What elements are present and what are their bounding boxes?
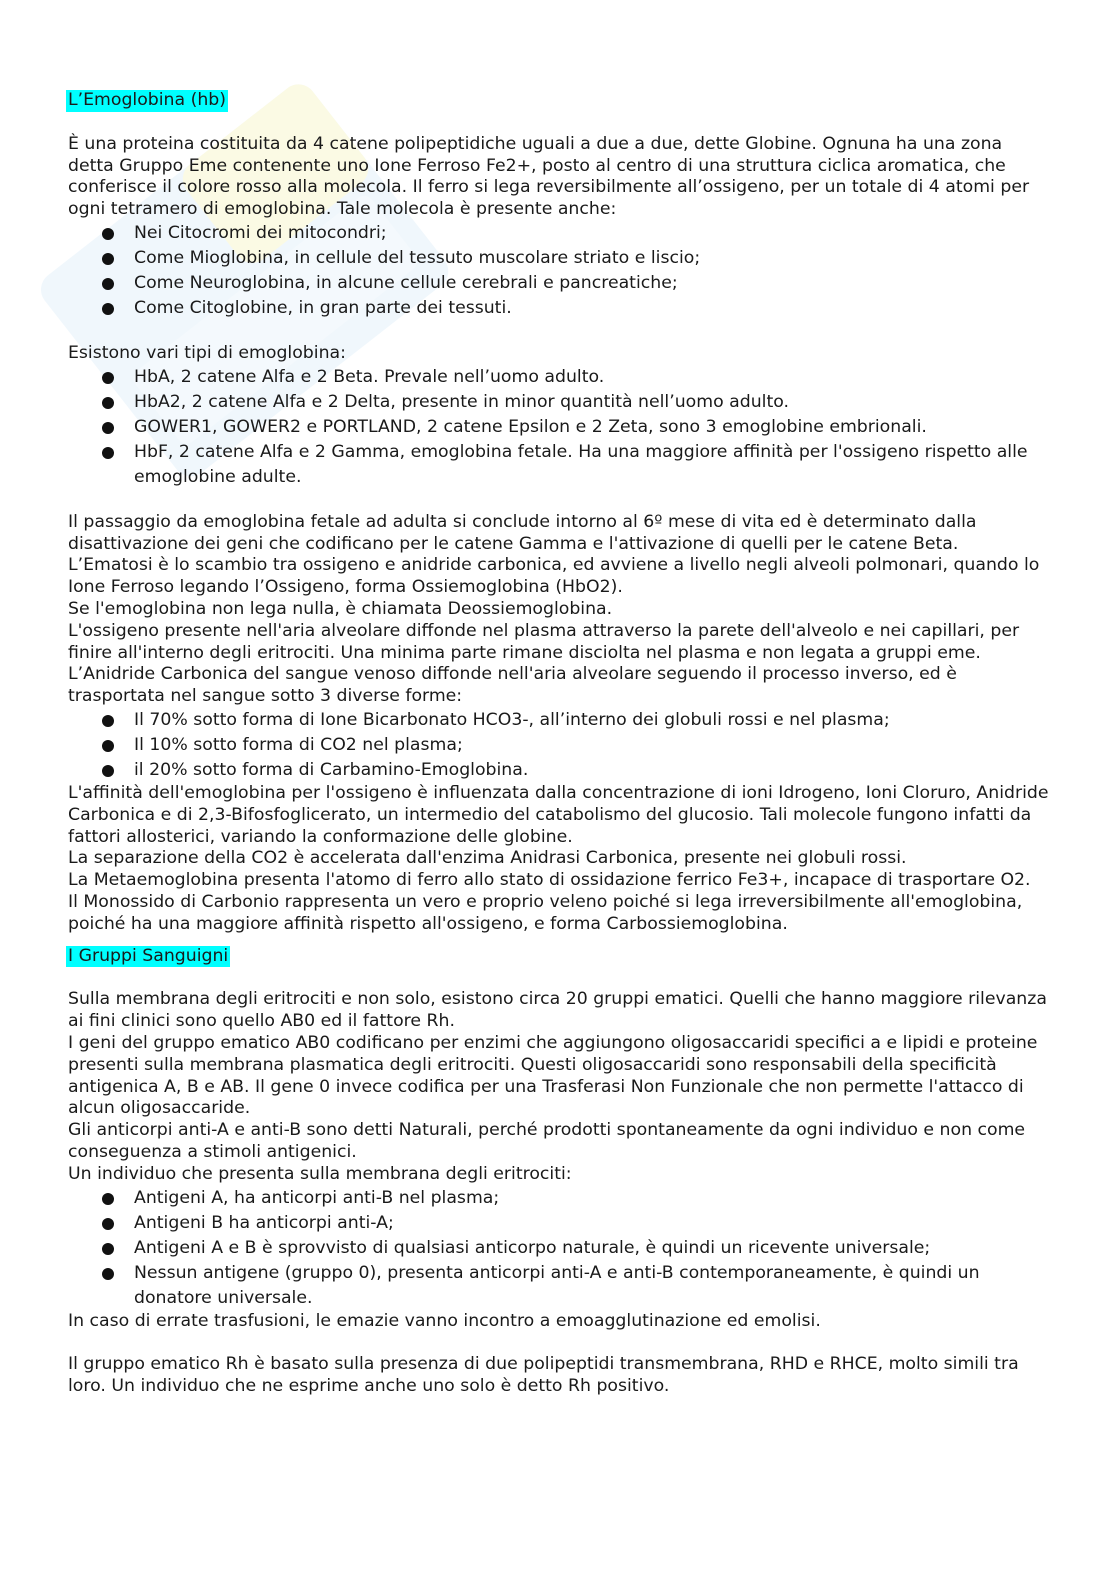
list-item: HbA, 2 catene Alfa e 2 Beta. Prevale nell’uomo adulto. [68,365,1053,390]
bullet-icon [102,1243,114,1255]
antigen-list [68,1186,1053,1311]
paragraph-individuo: Un individuo che presenta sulla membrana degli eritrociti: [68,1163,572,1184]
section-title-emoglobina: L’Emoglobina (hb) [68,90,227,110]
list-item: Nei Citocromi dei mitocondri; [68,221,1053,246]
paragraph-deossi: Se l'emoglobina non lega nulla, è chiamata Deossiemoglobina. [68,598,613,619]
paragraph-co2: L’Anidride Carbonica del sangue venoso diffonde nell'aria alveolare seguendo il processo inverso, ed è trasportata nel sangue sotto 3 diverse forme: [68,664,957,707]
list-item: Nessun antigene (gruppo 0), presenta anticorpi anti-A e anti-B contemporaneamente, è quindi un donatore universale. [68,1261,1053,1311]
bullet-icon [102,1193,114,1205]
paragraph-types-intro: Esistono vari tipi di emoglobina: [68,342,346,363]
bullet-icon [102,1268,114,1280]
bullet-icon [102,765,114,777]
list-item: Il 70% sotto forma di Ione Bicarbonato HCO3-, all’interno dei globuli rossi e nel plasma; [68,708,1053,733]
types-list [68,365,1053,490]
bullet-icon [102,397,114,409]
paragraph-trasfusioni: In caso di errate trasfusioni, le emazie vanno incontro a emoagglutinazione ed emolisi. [68,1310,821,1331]
list-item: GOWER1, GOWER2 e PORTLAND, 2 catene Epsilon e 2 Zeta, sono 3 emoglobine embrionali. [68,415,1053,440]
paragraph-membrana: Sulla membrana degli eritrociti e non solo, esistono circa 20 gruppi ematici. Quelli che hanno maggiore rilevanza ai fini clinici sono quello AB0 ed il fattore Rh. [68,989,1047,1032]
bullet-icon [102,447,114,459]
paragraph-rh: Il gruppo ematico Rh è basato sulla presenza di due polipeptidi transmembrana, RHD e RHCE, molto simili tra loro. Un individuo che ne esprime anche uno solo è detto Rh positivo. [68,1354,1019,1397]
paragraph-metaemoglobina: La Metaemoglobina presenta l'atomo di ferro allo stato di ossidazione ferrico Fe3+, incapace di trasportare O2. [68,870,1031,891]
paragraph-passage: Il passaggio da emoglobina fetale ad adulta si conclude intorno al 6º mese di vita ed è determinato dalla disattivazione dei geni che codificano per le catene Gamma e l'attivazione di quelli per le catene Beta. [68,511,977,554]
bullet-icon [102,1218,114,1230]
list-item: HbF, 2 catene Alfa e 2 Gamma, emoglobina fetale. Ha una maggiore affinità per l'ossigeno rispetto alle emoglobine adulte. [68,440,1053,490]
bullet-icon [102,715,114,727]
presence-list [68,221,1053,321]
paragraph-separazione: La separazione della CO2 è accelerata dall'enzima Anidrasi Carbonica, presente nei globuli rossi. [68,848,907,869]
bullet-icon [102,303,114,315]
document-page [68,90,1053,1398]
list-item: Il 10% sotto forma di CO2 nel plasma; [68,733,1053,758]
list-item: Come Mioglobina, in cellule del tessuto muscolare striato e liscio; [68,246,1053,271]
list-item: Antigeni B ha anticorpi anti-A; [68,1211,1053,1236]
list-item: Come Neuroglobina, in alcune cellule cerebrali e pancreatiche; [68,271,1053,296]
bullet-icon [102,228,114,240]
paragraph-ematosi: L’Ematosi è lo scambio tra ossigeno e anidride carbonica, ed avviene a livello negli alveoli polmonari, quando lo Ione Ferroso legando l’Ossigeno, forma Ossiemoglobina (HbO2). [68,555,1040,598]
list-item: HbA2, 2 catene Alfa e 2 Delta, presente in minor quantità nell’uomo adulto. [68,390,1053,415]
paragraph-geni: I geni del gruppo ematico AB0 codificano per enzimi che aggiungono oligosaccaridi specifici a e lipidi e proteine presenti sulla membrana plasmatica degli eritrociti. Questi oligosaccaridi sono responsabili della specificità antigenica A, B e AB. Il gene 0 invece codifica per una Trasferasi Non Funzionale che non permette l'attacco di alcun oligosaccaride. [68,1032,1038,1119]
list-item: Antigeni A e B è sprovvisto di qualsiasi anticorpo naturale, è quindi un ricevente universale; [68,1236,1053,1261]
bullet-icon [102,372,114,384]
list-item: Antigeni A, ha anticorpi anti-B nel plasma; [68,1186,1053,1211]
list-item: Come Citoglobine, in gran parte dei tessuti. [68,296,1053,321]
paragraph-anticorpi: Gli anticorpi anti-A e anti-B sono detti Naturali, perché prodotti spontaneamente da ogni individuo e non come conseguenza a stimoli antigenici. [68,1120,1026,1162]
bullet-icon [102,740,114,752]
paragraph-affinita: L'affinità dell'emoglobina per l'ossigeno è influenzata dalla concentrazione di ioni Idrogeno, Ioni Cloruro, Anidride Carbonica e di 2,3-Bifosfoglicerato, un intermedio del catabolismo del glucosio. Tali molecole fungono infatti da fattori allosterici, variando la conformazione delle globine. [68,782,1049,847]
paragraph-intro: È una proteina costituita da 4 catene polipeptidiche uguali a due a due, dette Globine. Ognuna ha una zona detta Gruppo Eme contenente uno Ione Ferroso Fe2+, posto al centro di una struttura ciclica aromatica, che conferisce il colore rosso alla molecola. Il ferro si lega reversibilmente all’ossigeno, per un totale di 4 atomi per ogni tetramero di emoglobina. Tale molecola è presente anche: [68,133,1030,220]
paragraph-ossigeno: L'ossigeno presente nell'aria alveolare diffonde nel plasma attraverso la parete dell'alveolo e nei capillari, per finire all'interno degli eritrociti. Una minima parte rimane disciolta nel plasma e non legata a gruppi eme. [68,620,1020,663]
bullet-icon [102,422,114,434]
co2-list [68,708,1053,783]
bullet-icon [102,253,114,265]
bullet-icon [102,278,114,290]
paragraph-monossido: Il Monossido di Carbonio rappresenta un vero e proprio veleno poiché si lega irreversibilmente all'emoglobina, poiché ha una maggiore affinità rispetto all'ossigeno, e forma Carbossiemoglobina. [68,891,1023,934]
section-title-gruppi-sanguigni: I Gruppi Sanguigni [68,945,229,966]
list-item: il 20% sotto forma di Carbamino-Emoglobina. [68,758,1053,783]
